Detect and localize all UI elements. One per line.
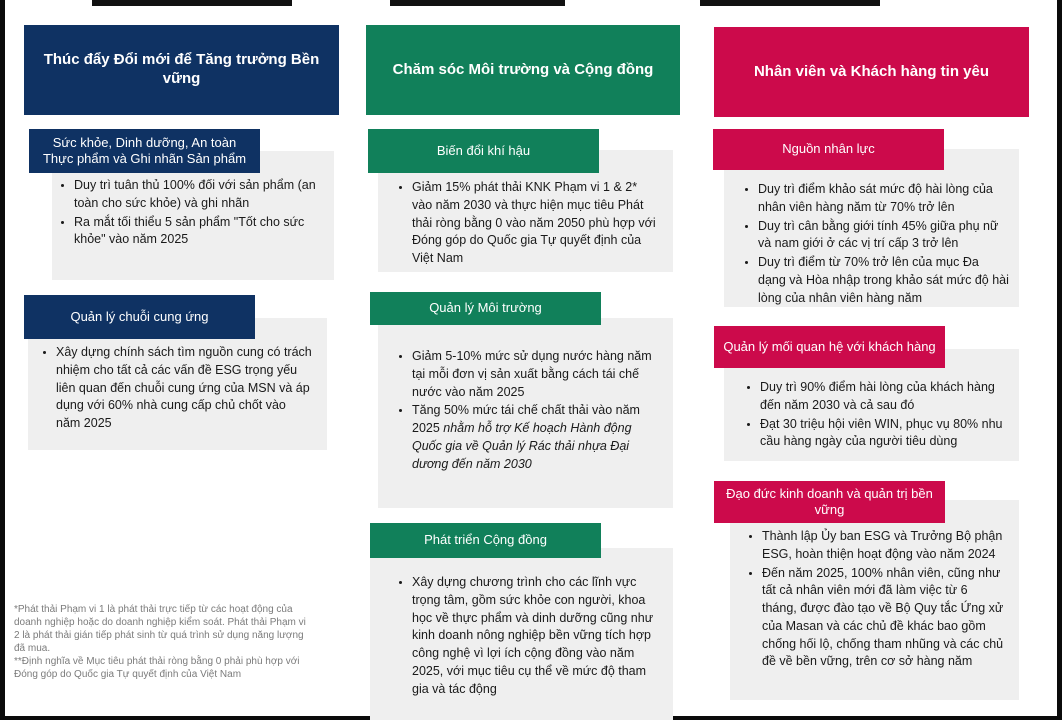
section-tag-human-resources: Nguồn nhân lực <box>713 129 944 170</box>
list-item: • Đến năm 2025, 100% nhân viên, cũng như tất cả nhân viên mới đã làm việc từ 6 tháng, được đào tạo về Bộ Quy tắc Ứng xử của Masan và các chủ đề khác bao gồm chống hối lộ, chống tham nhũng và các chủ đề về bền vững, trên cơ sở hàng năm <box>762 565 1005 672</box>
list-item: • Duy trì điểm khảo sát mức độ hài lòng của nhân viên hàng năm từ 70% trở lên <box>758 181 1009 217</box>
list-item: • Duy trì 90% điểm hài lòng của khách hàng đến năm 2030 và cả sau đó <box>760 379 1011 415</box>
list-item: • Ra mắt tối thiểu 5 sản phẩm "Tốt cho sức khỏe" vào năm 2025 <box>74 214 324 250</box>
list-item: • Duy trì tuân thủ 100% đối với sản phẩm (an toàn cho sức khỏe) và ghi nhãn <box>74 177 324 213</box>
card-community-development <box>370 548 673 720</box>
list-item: • Duy trì điểm từ 70% trở lên của mục Đa dạng và Hòa nhập trong khảo sát mức độ hài lòng của nhân viên hàng năm <box>758 254 1009 307</box>
list-item: • Xây dựng chính sách tìm nguồn cung có trách nhiệm cho tất cả các vấn đề ESG trọng yếu liên quan đến chuỗi cung ứng của MSN và áp dụng với 60% nhà cung cấp chủ chốt vào năm 2025 <box>56 344 313 433</box>
card-environment-management <box>378 318 673 508</box>
section-tag-customer-relations: Quản lý mối quan hệ với khách hàng <box>714 326 945 368</box>
card-business-ethics <box>730 500 1019 700</box>
section-tag-supply-chain: Quản lý chuỗi cung ứng <box>24 295 255 339</box>
list-item: • Giảm 15% phát thải KNK Phạm vi 1 & 2* vào năm 2030 và thực hiện mục tiêu Phát thải ròng bằng 0 vào năm 2050 phù hợp với Đóng góp do Quốc gia Tự quyết định của Việt Nam <box>412 179 659 268</box>
column-header-people-customers: Nhân viên và Khách hàng tin yêu <box>714 27 1029 117</box>
column-header-environment: Chăm sóc Môi trường và Cộng đồng <box>366 25 680 115</box>
section-tag-health-nutrition: Sức khỏe, Dinh dưỡng, An toàn Thực phẩm và Ghi nhãn Sản phẩm <box>29 129 260 173</box>
list-item: • Thành lập Ủy ban ESG và Trưởng Bộ phận ESG, hoàn thiện hoạt động vào năm 2024 <box>762 528 1005 564</box>
section-tag-community-development: Phát triển Cộng đồng <box>370 523 601 558</box>
top-strip <box>92 0 292 6</box>
list-item <box>412 402 659 473</box>
list-item: • Xây dựng chương trình cho các lĩnh vực trọng tâm, gồm sức khỏe con người, khoa học về thực phẩm và dinh dưỡng cũng như kinh doanh nông nghiệp bền vững tích hợp công nghệ vì lợi ích cộng đồng vào năm 2025, với mục tiêu cụ thể về mức độ tham gia và tác động <box>412 574 659 698</box>
frame-left-edge <box>0 0 5 720</box>
card-human-resources <box>724 149 1019 307</box>
list-item: • Đạt 30 triệu hội viên WIN, phục vụ 80% nhu cầu hàng ngày của người tiêu dùng <box>760 416 1011 452</box>
top-strip <box>390 0 565 6</box>
section-tag-business-ethics: Đạo đức kinh doanh và quản trị bền vững <box>714 481 945 523</box>
footnote-net-zero: **Định nghĩa về Mục tiêu phát thải ròng bằng 0 phải phù hợp với Đóng góp do Quốc gia Tự quyết định của Việt Nam <box>14 656 300 680</box>
top-strip <box>700 0 880 6</box>
recycle-target-italic: nhằm hỗ trợ Kế hoạch Hành động Quốc gia về Quản lý Rác thải nhựa Đại dương đến năm 2030 <box>412 421 632 471</box>
frame-right-edge <box>1057 0 1062 720</box>
section-tag-environment-management: Quản lý Môi trường <box>370 292 601 325</box>
section-tag-climate-change: Biến đổi khí hậu <box>368 129 599 173</box>
footnote <box>14 603 314 681</box>
list-item: • Giảm 5-10% mức sử dụng nước hàng năm tại mỗi đơn vị sản xuất bằng cách tái chế nước vào năm 2025 <box>412 348 659 401</box>
column-header-innovation: Thúc đẩy Đổi mới để Tăng trưởng Bền vững <box>24 25 339 115</box>
list-item: • Duy trì cân bằng giới tính 45% giữa phụ nữ và nam giới ở các vị trí cấp 3 trở lên <box>758 218 1009 254</box>
footnote-scope: *Phát thải Phạm vi 1 là phát thải trực tiếp từ các hoạt động của doanh nghiệp hoặc do doanh nghiệp kiểm soát. Phát thải Phạm vi 2 là phát thải gián tiếp phát sinh từ quá trình sử dụng năng lượng đã mua. <box>14 604 306 654</box>
recycle-target-text: Tăng 50% mức tái chế chất thải vào năm 2025 <box>412 403 640 435</box>
